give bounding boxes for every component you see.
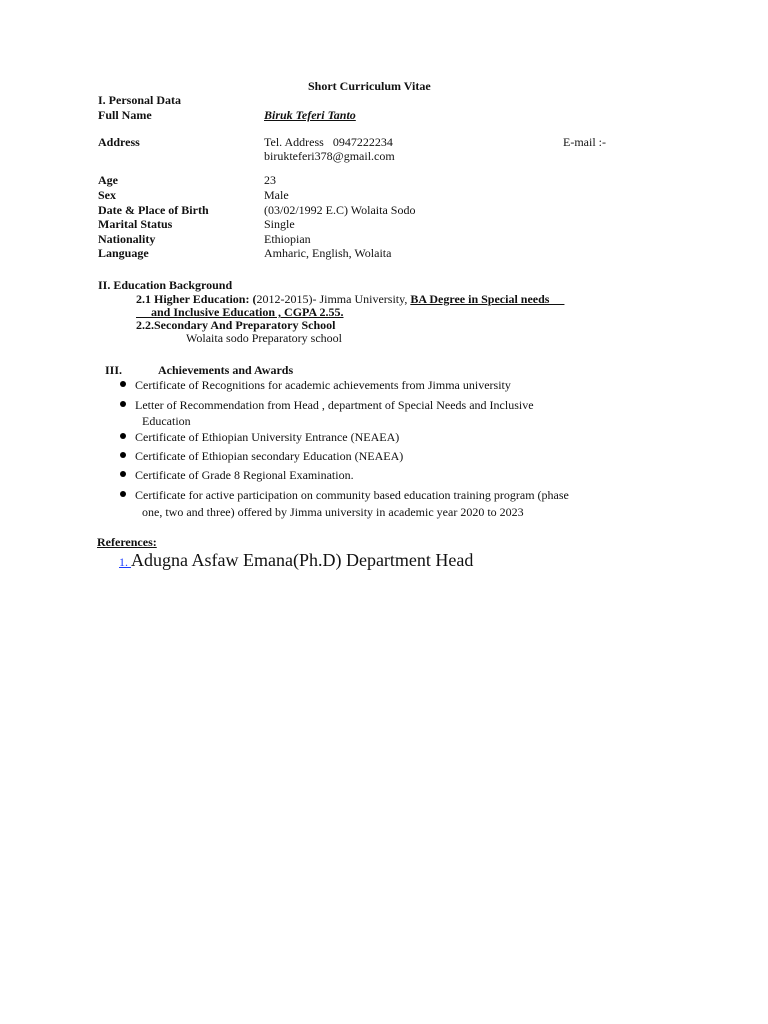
achievement-item: Certificate of Recognitions for academic achievements from Jimma university [135,378,511,392]
full-name-value: Biruk Teferi Tanto [264,108,356,122]
achievement-item: Certificate of Ethiopian University Entrance (NEAEA) [135,430,400,444]
sex-label: Sex [98,188,116,202]
age-label: Age [98,173,118,187]
achievement-item: Letter of Recommendation from Head , department of Special Needs and Inclusive [135,398,534,412]
higher-education-degree-cont: and Inclusive Education , CGPA 2.55. [136,305,344,319]
language-value: Amharic, English, Wolaita [264,246,392,260]
education-heading: II. Education Background [98,278,233,292]
email-value: birukteferi378@gmail.com [264,149,395,163]
bullet-icon [120,401,126,407]
higher-education-line [136,292,564,306]
higher-education-text: 2012-2015)- Jimma University, [256,292,411,306]
sex-value: Male [264,188,289,202]
bullet-icon [120,381,126,387]
bullet-icon [120,471,126,477]
references-heading: References: [97,535,157,549]
reference-name: Adugna Asfaw Emana(Ph.D) Department Head [131,550,474,570]
tel-value: Tel. Address 0947222234 [264,135,393,149]
achievement-item-cont: Education [142,414,191,428]
achievements-heading: Achievements and Awards [158,363,294,377]
nationality-label: Nationality [98,232,156,246]
marital-value: Single [264,217,295,231]
achievement-item: Certificate of Grade 8 Regional Examination. [135,468,354,482]
achievement-item-cont: one, two and three) offered by Jimma university in academic year 2020 to 2023 [142,505,524,519]
marital-label: Marital Status [98,217,173,231]
personal-data-heading: I. Personal Data [98,93,181,107]
achievement-item: Certificate of Ethiopian secondary Education (NEAEA) [135,449,404,463]
reference-number-link[interactable]: 1. [119,555,131,569]
secondary-school-value: Wolaita sodo Preparatory school [186,331,342,345]
dob-label: Date & Place of Birth [98,203,209,217]
age-value: 23 [264,173,276,187]
bullet-icon [120,433,126,439]
dob-value: (03/02/1992 E.C) Wolaita Sodo [264,203,416,217]
higher-education-paren: ( [252,292,257,306]
email-label: E-mail :- [563,135,606,149]
achievements-numeral: III. [105,363,123,377]
achievement-item: Certificate for active participation on community based education training program (phase [135,488,569,502]
higher-education-label: 2.1 Higher Education: [136,292,250,306]
secondary-school-label: 2.2.Secondary And Preparatory School [136,318,336,332]
language-label: Language [98,246,149,260]
bullet-icon [120,491,126,497]
bullet-icon [120,452,126,458]
reference-entry [119,550,473,572]
address-label: Address [98,135,140,149]
nationality-value: Ethiopian [264,232,311,246]
document-title: Short Curriculum Vitae [308,79,431,93]
full-name-label: Full Name [98,108,152,122]
higher-education-degree: BA Degree in Special needs [410,292,565,306]
